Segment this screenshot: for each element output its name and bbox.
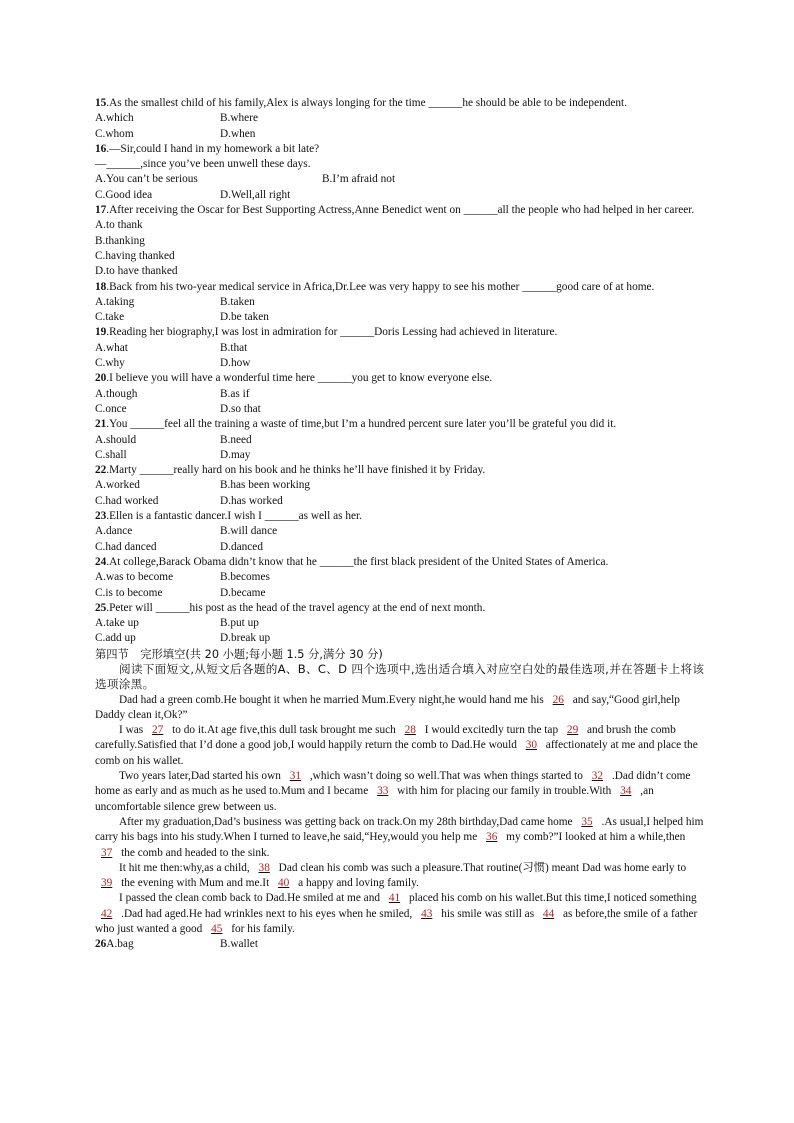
option-row (95, 570, 705, 585)
option-row (95, 540, 705, 555)
option-row (95, 616, 705, 631)
option-b: B.where (220, 112, 258, 125)
option-b: B.put up (220, 617, 259, 630)
option-row (95, 127, 705, 142)
option-c: C.had worked (95, 494, 159, 507)
option-row (95, 356, 705, 371)
blank-27: 27 (151, 724, 164, 737)
blank-34: 34 (620, 785, 632, 798)
option-d: D.break up (220, 632, 271, 645)
option-row (95, 172, 705, 187)
blank-39: 39 (101, 877, 113, 890)
question-16 (95, 142, 705, 203)
question-21 (95, 417, 705, 463)
blank-29: 29 (566, 724, 579, 737)
passage-paragraph-3: Two years later,Dad started his own 31 ,which wasn’t doing so well.That was when things started to 32 .Dad didn’t come home as early and as much as he used to.Mum and I became 33 with him for placing our family in trouble.With 34 ,an uncomfortable silence grew between us. (95, 770, 691, 813)
option-c: C.had danced (95, 540, 157, 553)
option-row (95, 341, 705, 356)
question-23 (95, 509, 705, 555)
question-24 (95, 555, 705, 601)
option-b: B.that (220, 341, 248, 354)
blank-33: 33 (377, 785, 389, 798)
blank-30: 30 (525, 739, 537, 752)
question-17 (95, 203, 705, 279)
question-list (95, 96, 705, 647)
question-stem: 20.I believe you will have a wonderful time here ______you get to know everyone else. (95, 372, 493, 385)
section-instruction: 阅读下面短文,从短文后各题的A、B、C、D 四个选项中,选出适合填入对应空白处的最佳选项,并在答题卡上将该选项涂黑。 (95, 661, 705, 692)
blank-41: 41 (388, 892, 401, 905)
question-stem: 22.Marty ______really hard on his book and he thinks he’ll have finished it by Friday. (95, 464, 486, 477)
option-a: A.what (95, 341, 128, 354)
option-b: B.I’m afraid not (322, 173, 396, 186)
blank-38: 38 (258, 861, 270, 874)
option-c: C.shall (95, 448, 127, 461)
option-row (95, 448, 705, 463)
blank-37: 37 (101, 846, 113, 859)
blank-28: 28 (404, 724, 416, 737)
option-a: A.take up (95, 617, 139, 630)
blank-36: 36 (486, 831, 498, 844)
question-stem: 21.You ______feel all the training a waste of time,but I’m a hundred percent sure later you’ll be grateful you did it. (95, 418, 617, 431)
option-b: B.as if (220, 387, 250, 400)
question-20 (95, 371, 705, 417)
question-stem-line2: —______,since you’ve been unwell these days. (95, 158, 311, 171)
option-row (95, 631, 705, 646)
option-row (95, 524, 705, 539)
option-row (95, 433, 705, 448)
option-a: A.You can’t be serious (95, 173, 198, 186)
option-row (95, 494, 705, 509)
blank-32: 32 (591, 770, 604, 783)
blank-26: 26 (552, 693, 564, 706)
option-c: C.having thanked (95, 249, 175, 262)
question-stem: 24.At college,Barack Obama didn’t know that he ______the first black president of the United States of America. (95, 555, 609, 568)
exam-page (95, 96, 705, 953)
option-a: A.was to become (95, 571, 174, 584)
passage-paragraph-5: It hit me then:why,as a child, 38 Dad clean his comb was such a pleasure.That routine(习惯) meant Dad was home early to 39 the evening with Mum and me.It 40 a happy and loving family. (95, 861, 705, 892)
option-c: C.is to become (95, 586, 163, 599)
option-c: C.add up (95, 632, 136, 645)
blank-40: 40 (278, 877, 290, 890)
option-b: B.becomes (220, 571, 270, 584)
option-b: B.thanking (95, 234, 145, 247)
question-stem: 19.Reading her biography,I was lost in admiration for ______Doris Lessing had achieved in literature. (95, 326, 558, 339)
option-d: D.so that (220, 402, 261, 415)
question-19 (95, 325, 705, 371)
section-title: 第四节 完形填空(共 20 小题;每小题 1.5 分,满分 30 分) (95, 647, 383, 661)
option-a: A.dance (95, 525, 133, 538)
option-c: C.whom (95, 127, 134, 140)
option-a: A.should (95, 433, 137, 446)
passage-paragraph-2: I was 27 to do it.At age five,this dull task brought me such 28 I would excitedly turn the tap 29 and brush the comb carefully.Satisfied that I’d done a good job,I would happily return the comb to Dad.He would 30 affectionately at me and place the comb on his wallet. (95, 724, 698, 767)
option-c: C.Good idea (95, 188, 153, 201)
blank-35: 35 (581, 815, 593, 828)
blank-31: 31 (289, 770, 302, 783)
option-b: B.has been working (220, 479, 311, 492)
blank-43: 43 (421, 907, 433, 920)
option-c: C.once (95, 402, 127, 415)
option-row (95, 310, 705, 325)
option-row (95, 402, 705, 417)
option-d: D.when (220, 127, 256, 140)
question-25 (95, 601, 705, 647)
option-d: D.may (220, 448, 251, 461)
option-a: A.which (95, 112, 134, 125)
option-a: A.taking (95, 295, 135, 308)
option-row (95, 586, 705, 601)
blank-42: 42 (101, 907, 113, 920)
question-stem: 15.As the smallest child of his family,Alex is always longing for the time ______he should be able to be independent. (95, 97, 628, 109)
question-stem: 23.Ellen is a fantastic dancer.I wish I ______as well as her. (95, 510, 362, 523)
question-stem: 17.After receiving the Oscar for Best Supporting Actress,Anne Benedict went on ______all the people who had helped in her career. (95, 204, 695, 217)
option-d: D.Well,all right (220, 188, 291, 201)
option-row (95, 188, 705, 203)
option-b: B.need (220, 433, 252, 446)
option-b: B.taken (220, 295, 255, 308)
option-row (95, 478, 705, 493)
option-d: D.how (220, 357, 251, 370)
option-row (95, 111, 705, 126)
q26-option-b: B.wallet (220, 938, 258, 951)
option-a: A.worked (95, 479, 140, 492)
option-c: C.why (95, 357, 125, 370)
option-d: D.has worked (220, 494, 283, 507)
passage-paragraph-4: After my graduation,Dad’s business was getting back on track.On my 28th birthday,Dad came home 35 .As usual,I helped him carry his bags into his study.When I turned to leave,he said,“Hey,would you help me 36 my comb?”I looked at him a while,then 37 the comb and headed to the sink. (95, 815, 704, 859)
blank-44: 44 (542, 907, 555, 920)
option-a: A.though (95, 387, 138, 400)
question-stem: 16.—Sir,could I hand in my homework a bit late? (95, 142, 320, 155)
option-d: D.be taken (220, 311, 269, 324)
option-a: A.to thank (95, 219, 143, 232)
option-d: D.became (220, 586, 266, 599)
blank-45: 45 (211, 923, 223, 936)
q26-label-a: 26A.bag (95, 938, 134, 951)
question-15 (95, 96, 705, 142)
option-d: D.danced (220, 540, 263, 553)
option-c: C.take (95, 311, 125, 324)
question-18 (95, 280, 705, 326)
passage-paragraph-1: Dad had a green comb.He bought it when he married Mum.Every night,he would hand me his 26 and say,“Good girl,help Daddy clean it,Ok?” (95, 693, 680, 721)
passage-paragraph-6: I passed the clean comb back to Dad.He smiled at me and 41 placed his comb on his wallet.But this time,I noticed something 42 .Dad had aged.He had wrinkles next to his eyes when he smiled, 43 his smile was still as 44 as before,the smile of a father who just wanted a good 45 for his family. (95, 892, 698, 936)
question-22 (95, 463, 705, 509)
question-stem: 25.Peter will ______his post as the head of the travel agency at the end of next month. (95, 601, 486, 614)
question-stem: 18.Back from his two-year medical service in Africa,Dr.Lee was very happy to see his mother ______good care of at home. (95, 280, 655, 293)
option-row (95, 295, 705, 310)
question-26-options (95, 937, 705, 952)
option-d: D.to have thanked (95, 265, 178, 278)
option-row (95, 387, 705, 402)
option-b: B.will dance (220, 525, 278, 538)
